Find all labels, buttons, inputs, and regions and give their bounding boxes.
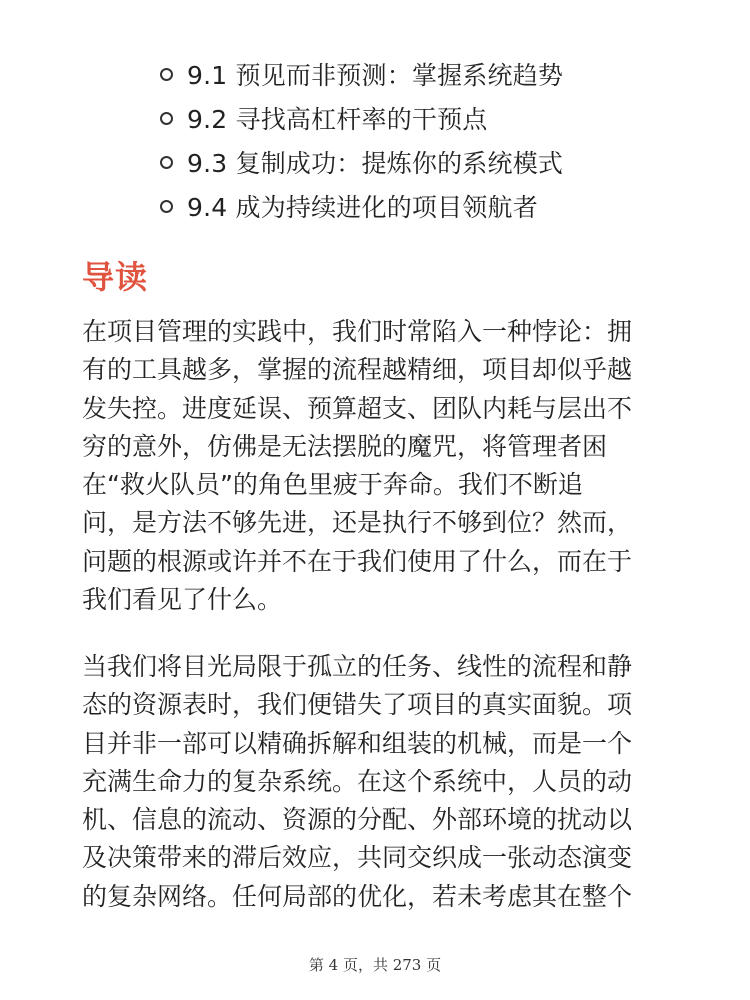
toc-item-label: 9.2 寻找高杠杆率的干预点 bbox=[187, 105, 488, 134]
paragraph-line: 问题的根源或许并不在于我们使用了什么，而在于 bbox=[82, 546, 633, 576]
body-paragraph bbox=[82, 313, 672, 619]
table-of-contents bbox=[160, 52, 720, 228]
circle-bullet-icon bbox=[160, 112, 173, 125]
circle-bullet-icon bbox=[160, 200, 173, 213]
paragraph-line: 当我们将目光局限于孤立的任务、线性的流程和静 bbox=[82, 652, 633, 681]
section-heading: 导读 bbox=[82, 258, 149, 296]
toc-item-label: 9.1 预见而非预测：掌握系统趋势 bbox=[187, 61, 564, 90]
paragraph-line: 我们看见了什么。 bbox=[82, 585, 283, 615]
body-paragraph bbox=[82, 648, 672, 916]
paragraph-line: 穷的意外，仿佛是无法摆脱的魔咒，将管理者困 bbox=[82, 431, 608, 461]
circle-bullet-icon bbox=[160, 68, 173, 81]
toc-item-label: 9.4 成为持续进化的项目领航者 bbox=[187, 193, 538, 222]
paragraph-line: 机、信息的流动、资源的分配、外部环境的扰动以 bbox=[82, 805, 633, 835]
toc-item[interactable] bbox=[160, 96, 720, 140]
paragraph-line: 态的资源表时，我们便错失了项目的真实面貌。项 bbox=[82, 690, 633, 720]
paragraph-line: 有的工具越多，掌握的流程越精细，项目却似乎越 bbox=[82, 355, 633, 385]
paragraph-line: 充满生命力的复杂系统。在这个系统中，人员的动 bbox=[82, 766, 633, 796]
paragraph-line: 在“救火队员”的角色里疲于奔命。我们不断追 bbox=[82, 470, 583, 500]
toc-item-label: 9.3 复制成功：提炼你的系统模式 bbox=[187, 149, 564, 178]
paragraph-line: 问，是方法不够先进，还是执行不够到位？然而， bbox=[82, 508, 633, 538]
paragraph-line: 目并非一部可以精确拆解和组装的机械，而是一个 bbox=[82, 728, 633, 758]
paragraph-line: 的复杂网络。任何局部的优化，若未考虑其在整个 bbox=[82, 881, 633, 911]
paragraph-line: 在项目管理的实践中，我们时常陷入一种悖论：拥 bbox=[82, 317, 633, 346]
page-number-footer: 第 4 页，共 273 页 bbox=[308, 956, 442, 974]
circle-bullet-icon bbox=[160, 156, 173, 169]
toc-item[interactable] bbox=[160, 52, 720, 96]
toc-item[interactable] bbox=[160, 184, 720, 228]
paragraph-line: 发失控。进度延误、预算超支、团队内耗与层出不 bbox=[82, 393, 633, 423]
paragraph-line: 及决策带来的滞后效应，共同交织成一张动态演变 bbox=[82, 843, 633, 873]
toc-item[interactable] bbox=[160, 140, 720, 184]
